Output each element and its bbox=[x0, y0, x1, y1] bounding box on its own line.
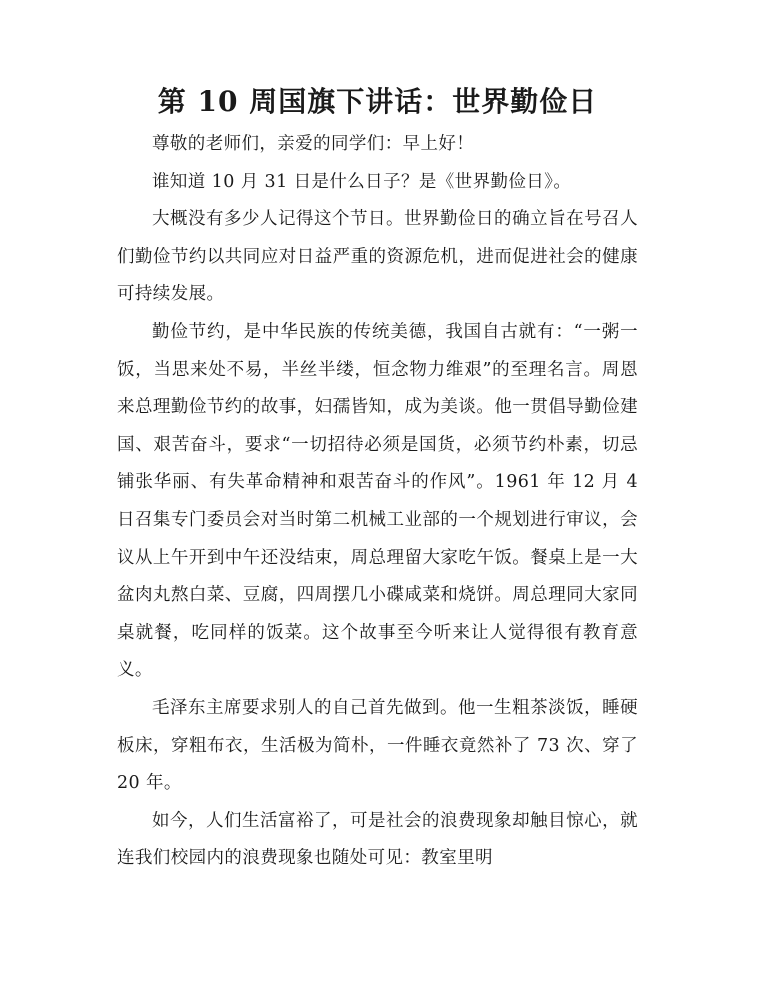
paragraph-intro: 大概没有多少人记得这个节日。世界勤俭日的确立旨在号召人们勤俭节约以共同应对日益严重的资源危机，进而促进社会的健康可持续发展。 bbox=[117, 209, 638, 305]
paragraph-question: 谁知道 10 月 31 日是什么日子？是《世界勤俭日》。 bbox=[152, 171, 572, 192]
paragraph-waste: 如今，人们生活富裕了，可是社会的浪费现象却触目惊心，就连我们校园内的浪费现象也随处可见：教室里明 bbox=[117, 810, 638, 869]
paragraph-greeting: 尊敬的老师们，亲爱的同学们：早上好！ bbox=[152, 134, 475, 154]
document-title: 第 10 周国旗下讲话：世界勤俭日 bbox=[157, 85, 598, 118]
paragraph-zhou-enlai: 勤俭节约，是中华民族的传统美德，我国自古就有：“一粥一饭，当思来处不易，半丝半缕，恒念物力维艰”的至理名言。周恩来总理勤俭节约的故事，妇孺皆知，成为美谈。他一贯倡导勤俭建国、艰苦奋斗，要求“一切招待必须是国货，必须节约朴素，切忌铺张华丽、有失革命精神和艰苦奋斗的作风”。1961 年 12 月 4 日召集专门委员会对当时第二机械工业部的一个规划进行审议，会议从上午开到中午还没结束，周总理留大家吃午饭。餐桌上是一大盆肉丸熬白菜、豆腐，四周摆几小碟咸菜和烧饼。周总理同大家同桌就餐，吃同样的饭菜。这个故事至今听来让人觉得很有教育意义。 bbox=[117, 321, 638, 681]
paragraph-mao-zedong: 毛泽东主席要求别人的自己首先做到。他一生粗茶淡饭，睡硬板床，穿粗布衣，生活极为简朴，一件睡衣竟然补了 73 次、穿了 20 年。 bbox=[117, 697, 638, 794]
